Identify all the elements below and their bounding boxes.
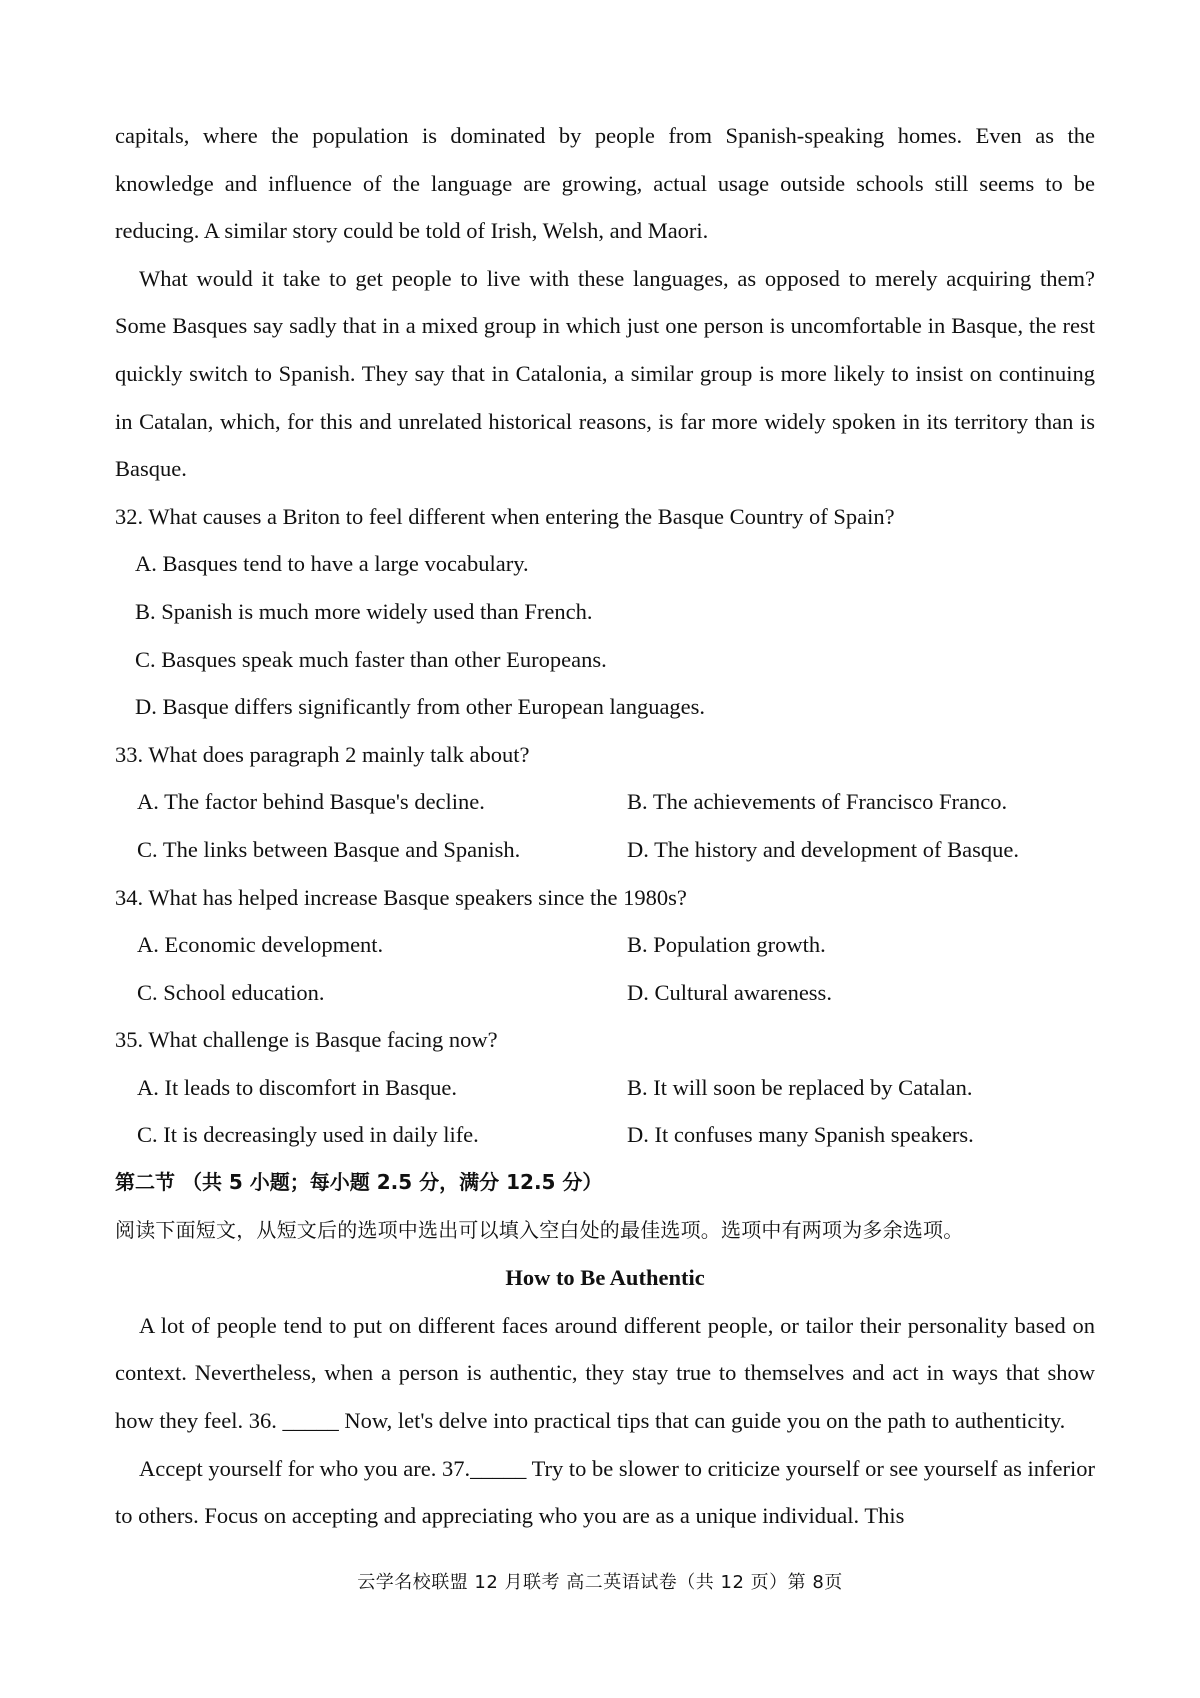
question-33-stem: 33. What does paragraph 2 mainly talk about? bbox=[115, 741, 530, 767]
question-34-option-b: B. Population growth. bbox=[627, 932, 826, 958]
authentic-paragraph-2: Accept yourself for who you are. 37._____ Try to be slower to criticize yourself or see yourself as inferior to others. Focus on accepting and appreciating who you are as a unique individual. This bbox=[115, 1455, 1095, 1529]
section-two-heading: 第二节 （共 5 小题；每小题 2.5 分，满分 12.5 分） bbox=[115, 1170, 603, 1195]
authentic-paragraph-1: A lot of people tend to put on different faces around different people, or tailor their personality based on context. Nevertheless, when a person is authentic, they stay true to themselves and act in ways that show how they feel. 36. _____ Now, let's delve into practical tips that can guide you on the path to authenticity. bbox=[115, 1312, 1095, 1434]
question-35-option-a: A. It leads to discomfort in Basque. bbox=[137, 1074, 457, 1100]
question-34-options-row-1 bbox=[115, 921, 1095, 969]
exam-page bbox=[115, 112, 1095, 1540]
question-34-option-d: D. Cultural awareness. bbox=[627, 979, 832, 1005]
question-33-options-row-2 bbox=[115, 826, 1095, 874]
question-34-stem: 34. What has helped increase Basque speakers since the 1980s? bbox=[115, 884, 687, 910]
question-33-option-c: C. The links between Basque and Spanish. bbox=[137, 836, 521, 862]
question-32-option-d: D. Basque differs significantly from other European languages. bbox=[135, 694, 706, 720]
question-34-options-row-2 bbox=[115, 969, 1095, 1017]
question-33-options-row-1 bbox=[115, 778, 1095, 826]
question-32-option-a: A. Basques tend to have a large vocabulary. bbox=[135, 551, 529, 577]
question-35-option-c: C. It is decreasingly used in daily life. bbox=[137, 1122, 479, 1148]
passage-paragraph-2: What would it take to get people to live with these languages, as opposed to merely acquiring them? Some Basques say sadly that in a mixed group in which just one person is uncomfortable in Basque, the rest quickly switch to Spanish. They say that in Catalonia, a similar group is more likely to insist on continuing in Catalan, which, for this and unrelated historical reasons, is far more widely spoken in its territory than is Basque. bbox=[115, 265, 1095, 482]
question-32-option-b: B. Spanish is much more widely used than French. bbox=[135, 598, 593, 624]
question-32-stem: 32. What causes a Briton to feel different when entering the Basque Country of Spain? bbox=[115, 503, 895, 529]
question-34-option-a: A. Economic development. bbox=[137, 932, 384, 958]
passage-title: How to Be Authentic bbox=[505, 1265, 705, 1291]
question-35-option-b: B. It will soon be replaced by Catalan. bbox=[627, 1074, 973, 1100]
question-33-option-b: B. The achievements of Francisco Franco. bbox=[627, 789, 1008, 815]
question-34-option-c: C. School education. bbox=[137, 979, 325, 1005]
question-35-option-d: D. It confuses many Spanish speakers. bbox=[627, 1122, 974, 1148]
question-33-option-a: A. The factor behind Basque's decline. bbox=[137, 789, 485, 815]
question-35-options-row-1 bbox=[115, 1064, 1095, 1112]
passage-paragraph-1-tail: capitals, where the population is dominated by people from Spanish-speaking homes. Even as the knowledge and influence of the language are growing, actual usage outside schools still seems to be reducing. A similar story could be told of Irish, Welsh, and Maori. bbox=[115, 123, 1095, 244]
question-35-options-row-2 bbox=[115, 1111, 1095, 1159]
question-35-stem: 35. What challenge is Basque facing now? bbox=[115, 1027, 498, 1053]
question-33-option-d: D. The history and development of Basque. bbox=[627, 836, 1020, 862]
page-footer: 云学名校联盟 12 月联考 高二英语试卷（共 12 页）第 8页 bbox=[357, 1572, 843, 1593]
question-32-option-c: C. Basques speak much faster than other Europeans. bbox=[135, 646, 607, 672]
section-two-instructions: 阅读下面短文，从短文后的选项中选出可以填入空白处的最佳选项。选项中有两项为多余选项。 bbox=[115, 1217, 964, 1242]
